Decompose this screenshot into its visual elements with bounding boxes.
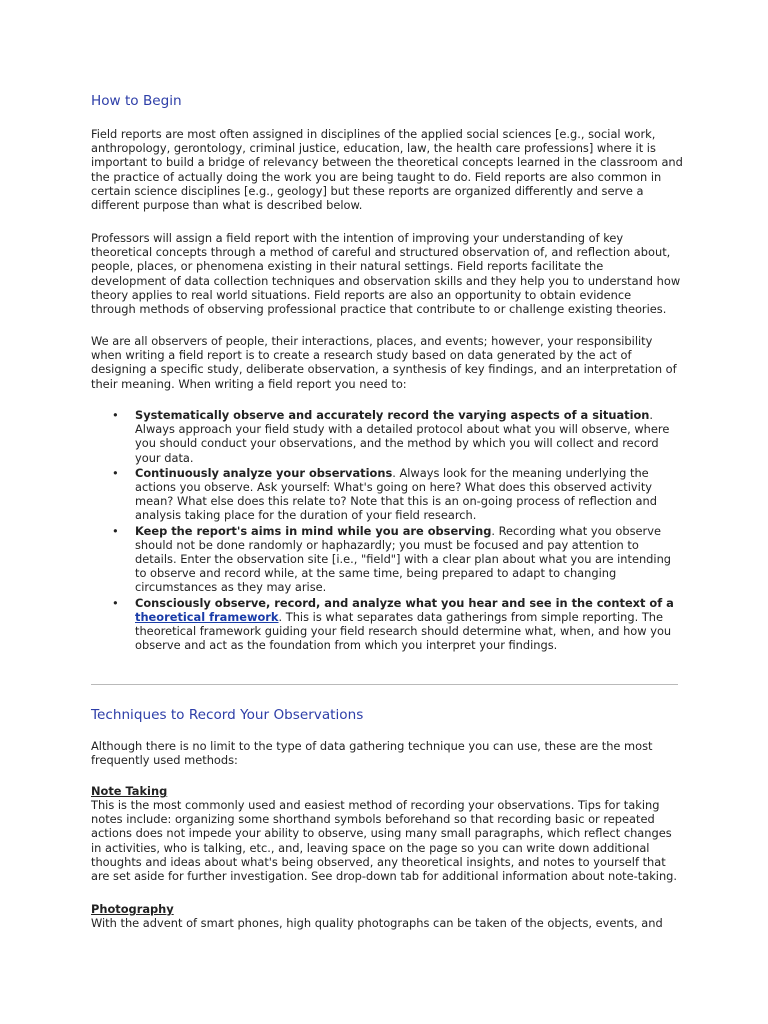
bullet-4-text: . This is what separates data gatherings from simple reporting. The theoretical framework guiding your field research should determine what, when, and how you observe and act as the foundation from which you interpret your findings. [135, 609, 672, 653]
bullet-item-4 [91, 596, 691, 653]
bullet-1-text: . Always approach your field study with a detailed protocol about what you will observe, where you should conduct your observations, and the method by which you will collect and record your data. [135, 408, 670, 465]
paragraph-3: We are all observers of people, their interactions, places, and events; however, your responsibility when writing a field report is to create a research study based on data generated by the act of designing a specific study, deliberate observation, a synthesis of key findings, and an interpretation of their meaning. When writing a field report you need to: [91, 334, 677, 391]
bullet-item-2 [91, 466, 691, 523]
techniques-intro: Although there is no limit to the type of data gathering technique you can use, these are the most frequently used methods: [91, 739, 653, 768]
note-taking-paragraph: This is the most commonly used and easiest method of recording your observations. Tips for taking notes include: organizing some shorthand symbols beforehand so that recording basic or repeated actions does not impede your ability to observe, using many small paragraphs, which reflect changes in activities, who is talking, etc., and, leaving space on the page so you can write down additional thoughts and ideas about what's being observed, any theoretical insights, and notes to yourself that are set aside for further investigation. See drop-down tab for additional information about note-taking. [91, 798, 678, 884]
bullet-4-bold: Consciously observe, record, and analyze what you hear and see in the context of a [135, 595, 674, 610]
section-heading-how-to-begin: How to Begin [91, 93, 182, 109]
observation-bullet-list [91, 408, 691, 653]
bullet-dot-icon: • [112, 465, 119, 480]
photography-paragraph: With the advent of smart phones, high quality photographs can be taken of the objects, events, and [91, 916, 663, 930]
bullet-dot-icon: • [112, 523, 119, 538]
bullet-2-text: . Always look for the meaning underlying the actions you observe. Ask yourself: What's going on here? What does this observed activity mean? What else does this relate to? Note that this is an on-going process of reflection and analysis taking place for the duration of your field research. [135, 465, 657, 523]
subheading-photography: Photography [91, 902, 174, 916]
bullet-1-bold: Systematically observe and accurately record the varying aspects of a situation [135, 408, 650, 422]
bullet-item-3 [91, 524, 691, 595]
bullet-3-bold: Keep the report's aims in mind while you are observing [135, 523, 492, 538]
bullet-dot-icon: • [112, 595, 119, 610]
bullet-2-bold: Continuously analyze your observations [135, 465, 393, 480]
subheading-note-taking: Note Taking [91, 784, 168, 798]
bullet-item-1 [91, 408, 691, 465]
section-divider [91, 684, 678, 685]
theoretical-framework-link[interactable]: theoretical framework [135, 609, 279, 624]
paragraph-1: Field reports are most often assigned in disciplines of the applied social sciences [e.g., social work, anthropology, gerontology, criminal justice, education, law, the health care professions] where it is important to build a bridge of relevancy between the theoretical concepts learned in the classroom and the practice of actually doing the work you are being taught to do. Field reports are also common in certain science disciplines [e.g., geology] but these reports are organized differently and serve a different purpose than what is described below. [91, 127, 683, 213]
bullet-dot-icon: • [112, 408, 119, 422]
paragraph-2: Professors will assign a field report with the intention of improving your understanding of key theoretical concepts through a method of careful and structured observation of, and reflection about, people, places, or phenomena existing in their natural settings. Field reports facilitate the development of data collection techniques and observation skills and they help you to understand how theory applies to real world situations. Field reports are also an opportunity to obtain evidence through methods of observing professional practice that contribute to or challenge existing theories. [91, 231, 681, 317]
bullet-3-text: . Recording what you observe should not be done randomly or haphazardly; you must be focused and pay attention to details. Enter the observation site [i.e., "field"] with a clear plan about what you are intending to observe and record while, at the same time, being prepared to adapt to changing circumstances as they may arise. [135, 523, 672, 595]
section-heading-techniques: Techniques to Record Your Observations [91, 707, 364, 723]
